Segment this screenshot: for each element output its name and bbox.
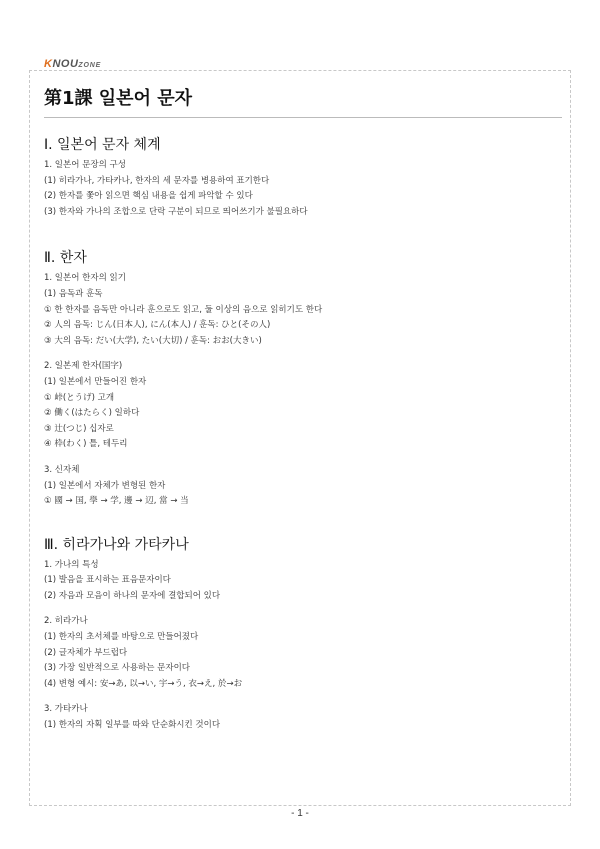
section-2-group-1 — [44, 271, 564, 349]
section-2-group-2 — [44, 359, 564, 453]
section-3-group-2 — [44, 614, 564, 692]
list-item: (4) 변형 예시: 安→あ, 以→い, 宇→う, 衣→え, 於→お — [44, 678, 243, 689]
list-item: 2. 히라가나 — [44, 616, 88, 627]
list-item: 1. 가나의 특성 — [44, 559, 99, 570]
section-heading: Ⅰ. 일본어 문자 체계 — [44, 137, 161, 153]
section-heading: Ⅲ. 히라가나와 가타카나 — [44, 536, 189, 553]
list-item: ② 働く(はたらく) 일하다 — [44, 408, 140, 419]
section-3-group-3 — [44, 702, 564, 733]
list-item: ④ 枠(わく) 틀, 테두리 — [44, 439, 128, 450]
section-3 — [44, 535, 564, 734]
list-item: (1) 일본에서 자체가 변형된 한자 — [44, 480, 166, 491]
section-3-group-1 — [44, 558, 564, 605]
list-item: (1) 발음을 표시하는 표음문자이다 — [44, 575, 171, 586]
list-item: ① 峠(とうげ) 고개 — [44, 392, 115, 403]
section-heading: Ⅱ. 한자 — [44, 250, 87, 267]
list-item: 2. 일본제 한자(国字) — [44, 361, 123, 372]
list-item: ③ 辻(つじ) 십자로 — [44, 423, 114, 434]
section-1-group-1 — [44, 158, 564, 220]
section-2 — [44, 248, 564, 509]
list-item: ① 國 → 国, 學 → 学, 邊 → 辺, 當 → 当 — [44, 496, 189, 507]
page-number: - 1 - — [291, 808, 309, 819]
list-item: (1) 히라가나, 가타카나, 한자의 세 문자를 병용하여 표기한다 — [44, 175, 270, 186]
title-divider — [44, 117, 562, 118]
list-item: ② 人의 음독: じん(日本人), にん(本人) / 훈독: ひと(その人) — [44, 320, 271, 331]
list-item: (2) 한자를 쫓아 읽으면 핵심 내용을 쉽게 파악할 수 있다 — [44, 191, 253, 202]
list-item: ① 한 한자를 음독만 아니라 훈으로도 읽고, 둘 이상의 음으로 읽히기도 한다 — [44, 304, 323, 315]
list-item: (3) 가장 일반적으로 사용하는 문자이다 — [44, 663, 191, 674]
list-item: (1) 한자의 자획 일부를 따와 단순화시킨 것이다 — [44, 720, 221, 731]
knouzone-logo: KNOUZONE — [44, 58, 102, 70]
list-item: 1. 일본어 문장의 구성 — [44, 160, 126, 170]
list-item: (3) 한자와 가나의 조합으로 단락 구분이 되므로 띄어쓰기가 불필요하다 — [44, 206, 308, 217]
list-item: 3. 가타카나 — [44, 704, 88, 715]
list-item: 1. 일본어 한자의 읽기 — [44, 273, 126, 284]
page-title: 第1課 일본어 문자 — [44, 88, 192, 109]
list-item: ③ 大의 음독: だい(大学), たい(大切) / 훈독: おお(大きい) — [44, 335, 262, 346]
list-item: (2) 글자체가 부드럽다 — [44, 647, 128, 658]
list-item: (1) 음독과 훈독 — [44, 288, 103, 299]
section-2-group-3 — [44, 463, 564, 510]
list-item: 3. 신자체 — [44, 464, 80, 475]
list-item: (1) 일본에서 만들어진 한자 — [44, 376, 147, 387]
document-body — [44, 87, 564, 734]
list-item: (2) 자음과 모음이 하나의 문자에 결합되어 있다 — [44, 590, 221, 601]
list-item: (1) 한자의 초서체를 바탕으로 만들어졌다 — [44, 632, 199, 643]
section-1 — [44, 135, 564, 220]
